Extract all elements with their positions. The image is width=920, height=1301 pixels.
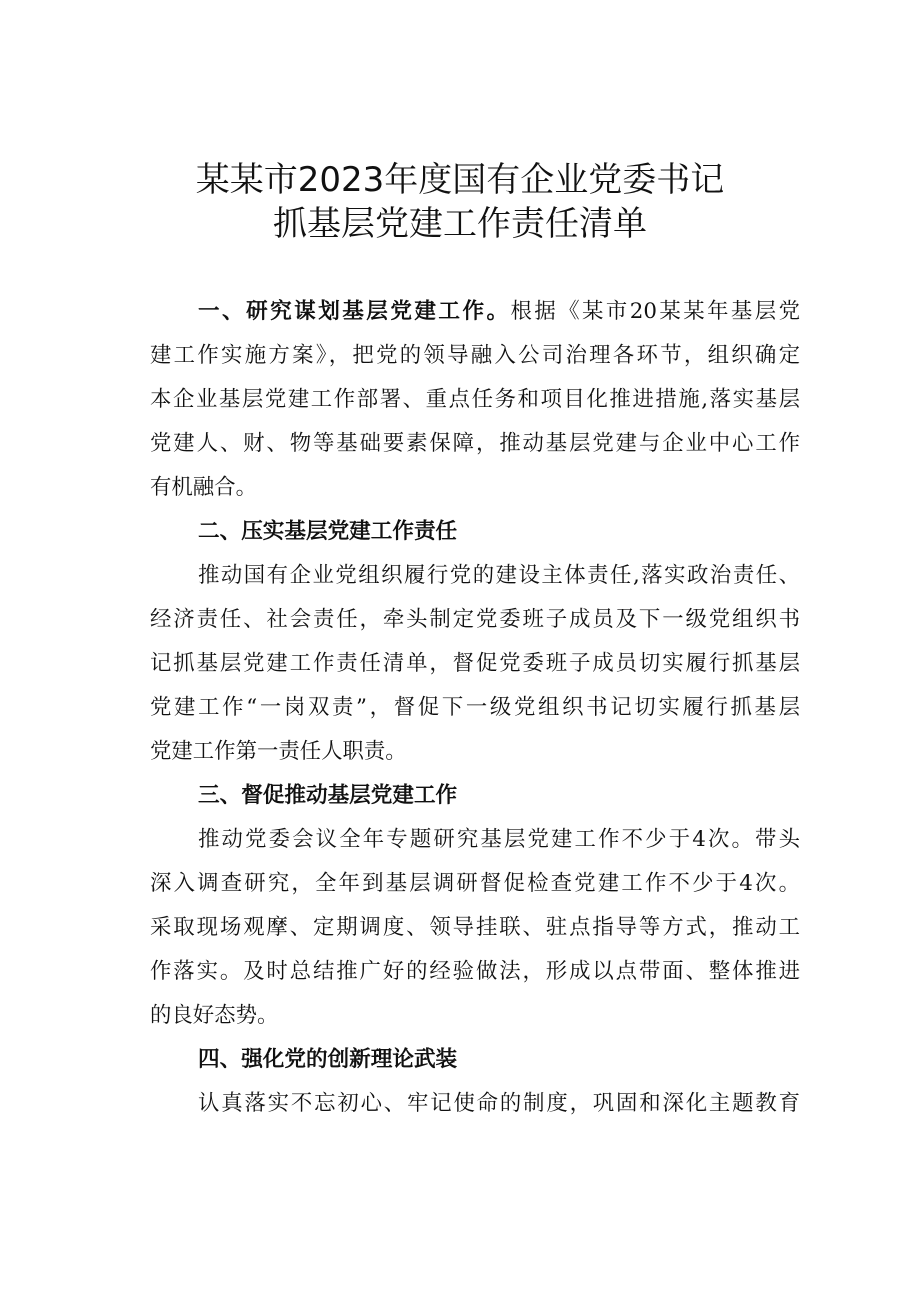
section-1-first-line	[198, 290, 800, 334]
section-2-line-2: 经济责任、社会责任，牵头制定党委班子成员及下一级党组织书	[150, 607, 800, 632]
section-1-line-5: 有机融合。	[150, 475, 257, 500]
section-3-heading: 三、督促推动基层党建工作	[198, 783, 458, 808]
section-2-heading: 二、压实基层党建工作责任	[198, 519, 458, 544]
section-3-line-1: 推动党委会议全年专题研究基层党建工作不少于4次。带头	[198, 827, 800, 852]
section-2-line-1: 推动国有企业党组织履行党的建设主体责任,落实政治责任、	[198, 563, 800, 588]
section-2-line-5: 党建工作第一责任人职责。	[150, 739, 407, 764]
document-title-line-2: 抓基层党建工作责任清单	[273, 204, 647, 244]
section-1-line-1: 根据《某市20某某年基层党	[510, 299, 800, 324]
document-title-line-1: 某某市2023年度国有企业党委书记	[195, 160, 725, 200]
section-1-line-2: 建工作实施方案》，把党的领导融入公司治理各环节，组织确定	[150, 343, 800, 368]
section-4-heading: 四、强化党的创新理论武装	[198, 1047, 458, 1072]
section-2-line-4: 党建工作“一岗双责”，督促下一级党组织书记切实履行抓基层	[150, 695, 800, 720]
section-3-line-3: 采取现场观摩、定期调度、领导挂联、驻点指导等方式，推动工	[150, 915, 800, 940]
section-1-line-4: 党建人、财、物等基础要素保障，推动基层党建与企业中心工作	[150, 431, 800, 456]
section-3-line-5: 的良好态势。	[150, 1003, 279, 1028]
section-3-line-2: 深入调查研究，全年到基层调研督促检查党建工作不少于4次。	[150, 871, 800, 896]
section-2-line-3: 记抓基层党建工作责任清单，督促党委班子成员切实履行抓基层	[150, 651, 800, 676]
section-1-heading: 一、研究谋划基层党建工作。	[198, 299, 511, 324]
section-4-line-1: 认真落实不忘初心、牢记使命的制度，巩固和深化主题教育	[198, 1091, 800, 1116]
section-3-line-4: 作落实。及时总结推广好的经验做法，形成以点带面、整体推进	[150, 959, 800, 984]
section-1-line-3: 本企业基层党建工作部署、重点任务和项目化推进措施,落实基层	[150, 387, 800, 412]
